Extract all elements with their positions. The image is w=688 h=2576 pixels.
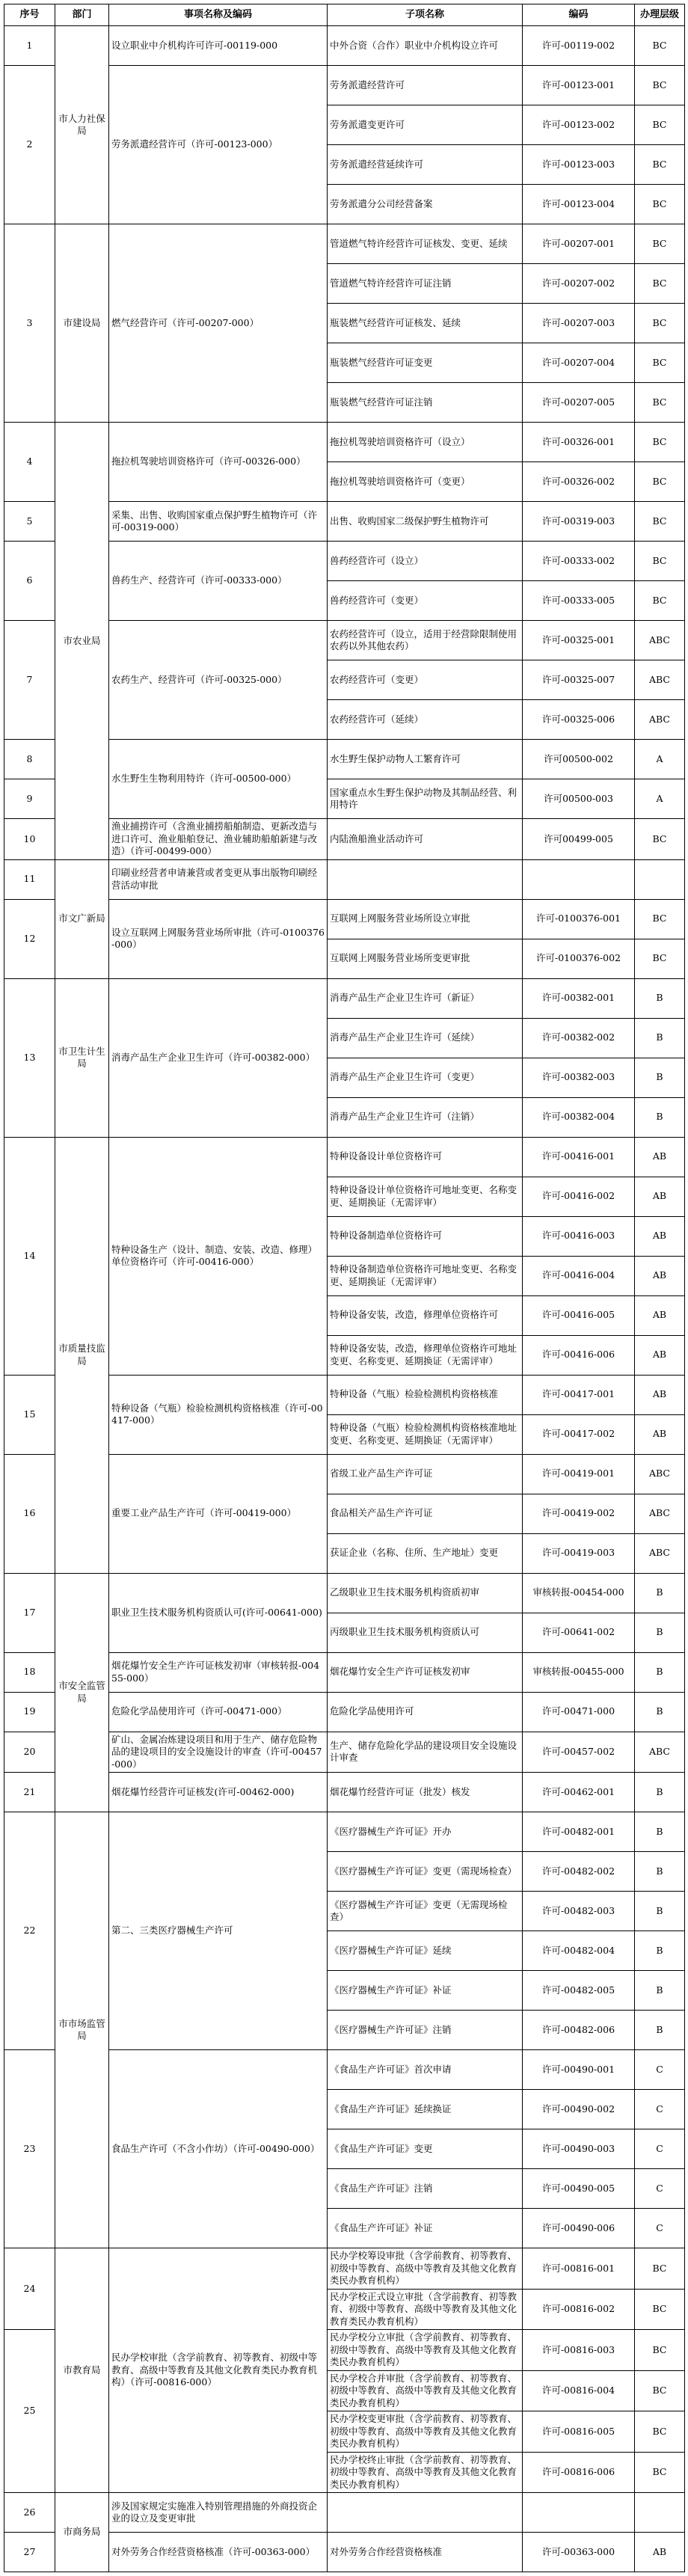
item-name-cell: 水生野生生物利用特许（许可-00500-000） (109, 740, 328, 819)
sub-item-name-cell: 生产、储存危险化学品的建设项目安全设施设计审查 (328, 1732, 523, 1773)
level-cell: B (635, 1931, 685, 1971)
level-cell: B (635, 2011, 685, 2050)
sub-item-name-cell: 瓶装燃气经营许可证变更 (328, 343, 523, 383)
level-cell: BC (635, 462, 685, 502)
level-cell: BC (635, 304, 685, 343)
table-row (4, 978, 685, 1018)
code-cell: 许可-0100376-002 (523, 939, 635, 978)
sub-item-name-cell: 劳务派遣经营许可 (328, 66, 523, 105)
code-cell: 许可-00416-003 (523, 1216, 635, 1256)
row-number-cell: 14 (4, 1137, 55, 1375)
row-number-cell: 4 (4, 423, 55, 502)
level-cell: BC (635, 2370, 685, 2411)
level-cell: BC (635, 145, 685, 185)
sub-item-name-cell: 《食品生产许可证》变更 (328, 2129, 523, 2169)
row-number-cell: 5 (4, 502, 55, 542)
level-cell: BC (635, 383, 685, 423)
level-cell: B (635, 1058, 685, 1097)
sub-item-name-cell: 瓶装燃气经营许可证注销 (328, 383, 523, 423)
code-cell (523, 2493, 635, 2533)
code-cell: 许可-00419-003 (523, 1533, 635, 1573)
department-cell: 市安全监管局 (55, 1573, 109, 1812)
header-row (4, 4, 685, 26)
code-cell: 许可-00471-000 (523, 1692, 635, 1732)
code-cell: 许可-00326-001 (523, 423, 635, 462)
sub-item-name-cell: 出售、收购国家二级保护野生植物许可 (328, 502, 523, 542)
sub-item-name-cell: 省级工业产品生产许可证 (328, 1454, 523, 1494)
item-name-cell: 烟花爆竹经营许可证核发(许可-00462-000) (109, 1773, 328, 1812)
code-cell: 许可-00490-006 (523, 2209, 635, 2248)
level-cell: BC (635, 2248, 685, 2290)
level-cell: BC (635, 2411, 685, 2453)
level-cell: B (635, 1773, 685, 1812)
code-cell: 许可-00482-004 (523, 1931, 635, 1971)
level-cell: C (635, 2090, 685, 2129)
level-cell: B (635, 1018, 685, 1058)
level-cell: C (635, 2050, 685, 2090)
code-cell: 许可-00490-003 (523, 2129, 635, 2169)
row-number-cell: 23 (4, 2050, 55, 2248)
sub-item-name-cell: 国家重点水生野生保护动物及其制品经营、利用特许 (328, 779, 523, 819)
sub-item-name-cell: 获证企业（名称、住所、生产地址）变更 (328, 1533, 523, 1573)
column-header: 部门 (55, 4, 109, 26)
level-cell: BC (635, 26, 685, 66)
code-cell: 许可-00123-002 (523, 105, 635, 145)
code-cell: 许可-00207-002 (523, 264, 635, 304)
row-number-cell: 20 (4, 1732, 55, 1773)
item-name-cell: 矿山、金属冶炼建设项目和用于生产、储存危险物品的建设项目的安全设施设计的审查（许可-00457-000） (109, 1732, 328, 1773)
code-cell: 许可-00419-002 (523, 1494, 635, 1533)
department-cell: 市质量技监局 (55, 1137, 109, 1573)
row-number-cell: 7 (4, 621, 55, 740)
item-name-cell: 危险化学品使用许可（许可-00471-000） (109, 1692, 328, 1732)
level-cell: B (635, 978, 685, 1018)
item-name-cell: 第二、三类医疗器械生产许可 (109, 1812, 328, 2050)
sub-item-name-cell: 《医疗器械生产许可证》变更（需现场检查） (328, 1852, 523, 1892)
table-row (4, 1573, 685, 1613)
table-row (4, 224, 685, 264)
sub-item-name-cell: 《医疗器械生产许可证》变更（无需现场检查） (328, 1892, 523, 1931)
sub-item-name-cell (328, 2493, 523, 2533)
code-cell: 许可-00416-004 (523, 1256, 635, 1295)
row-number-cell: 9 (4, 779, 55, 819)
table-row (4, 1137, 685, 1177)
code-cell: 许可-00207-005 (523, 383, 635, 423)
code-cell: 许可-00207-001 (523, 224, 635, 264)
sub-item-name-cell: 农药经营许可（延续） (328, 700, 523, 740)
code-cell: 许可-00319-003 (523, 502, 635, 542)
code-cell: 许可-00325-001 (523, 621, 635, 660)
row-number-cell: 2 (4, 66, 55, 224)
code-cell: 许可-00119-002 (523, 26, 635, 66)
level-cell: ABC (635, 1732, 685, 1773)
row-number-cell: 6 (4, 542, 55, 621)
row-number-cell: 24 (4, 2248, 55, 2330)
table-row (4, 423, 685, 462)
row-number-cell: 16 (4, 1454, 55, 1573)
sub-item-name-cell: 特种设备制造单位资格许可 (328, 1216, 523, 1256)
item-name-cell: 烟花爆竹安全生产许可证核发初审（审核转报-00455-000） (109, 1652, 328, 1692)
level-cell: AB (635, 1414, 685, 1454)
code-cell: 许可-00416-001 (523, 1137, 635, 1177)
item-name-cell: 印刷业经营者申请兼营或者变更从事出版物印刷经营活动审批 (109, 859, 328, 899)
item-name-cell: 对外劳务合作经营资格核准（许可-00363-000） (109, 2533, 328, 2572)
level-cell: ABC (635, 660, 685, 700)
code-cell: 许可-00482-001 (523, 1812, 635, 1852)
code-cell: 许可-00363-000 (523, 2533, 635, 2572)
column-header: 子项名称 (328, 4, 523, 26)
level-cell: BC (635, 66, 685, 105)
department-cell: 市商务局 (55, 2493, 109, 2572)
sub-item-name-cell: 特种设备设计单位资格许可地址变更、名称变更、延期换证（无需评审） (328, 1177, 523, 1216)
item-name-cell: 民办学校审批（含学前教育、初等教育、初级中等教育、高级中等教育及其他文化教育类民办教育机构）（许可-00816-000） (109, 2248, 328, 2493)
code-cell: 许可-00816-005 (523, 2411, 635, 2453)
table-row (4, 2248, 685, 2290)
row-number-cell: 3 (4, 224, 55, 423)
sub-item-name-cell: 烟花爆竹安全生产许可证核发初审 (328, 1652, 523, 1692)
item-name-cell: 燃气经营许可（许可-00207-000） (109, 224, 328, 423)
code-cell: 许可-00482-006 (523, 2011, 635, 2050)
sub-item-name-cell: 中外合资（合作）职业中介机构设立许可 (328, 26, 523, 66)
code-cell (523, 859, 635, 899)
level-cell: B (635, 1652, 685, 1692)
sub-item-name-cell: 互联网上网服务营业场所变更审批 (328, 939, 523, 978)
level-cell: BC (635, 939, 685, 978)
table-row (4, 1812, 685, 1852)
sub-item-name-cell: 劳务派遣分公司经营备案 (328, 185, 523, 224)
sub-item-name-cell: 内陆渔船渔业活动许可 (328, 819, 523, 860)
row-number-cell: 10 (4, 819, 55, 860)
row-number-cell: 22 (4, 1812, 55, 2050)
level-cell: AB (635, 1177, 685, 1216)
level-cell: C (635, 2169, 685, 2209)
sub-item-name-cell: 《医疗器械生产许可证》补证 (328, 1971, 523, 2011)
table-row (4, 26, 685, 66)
level-cell: B (635, 1097, 685, 1137)
row-number-cell: 13 (4, 978, 55, 1137)
column-header: 序号 (4, 4, 55, 26)
sub-item-name-cell: 拖拉机驾驶培训资格许可（变更） (328, 462, 523, 502)
sub-item-name-cell: 农药经营许可（设立，适用于经营除限制使用农药以外其他农药） (328, 621, 523, 660)
code-cell: 许可-00490-002 (523, 2090, 635, 2129)
row-number-cell: 25 (4, 2330, 55, 2493)
item-name-cell: 兽药生产、经营许可（许可-00333-000） (109, 542, 328, 621)
level-cell: B (635, 1692, 685, 1732)
item-name-cell: 重要工业产品生产许可（许可-00419-000） (109, 1454, 328, 1573)
sub-item-name-cell: 民办学校筹设审批（含学前教育、初等教育、初级中等教育、高级中等教育及其他文化教育类民办教育机构） (328, 2248, 523, 2290)
level-cell: B (635, 1971, 685, 2011)
code-cell: 许可-00382-003 (523, 1058, 635, 1097)
sub-item-name-cell: 特种设备安装，改造，修理单位资格许可 (328, 1295, 523, 1335)
code-cell: 许可-00325-006 (523, 700, 635, 740)
table-row (4, 859, 685, 899)
level-cell: BC (635, 423, 685, 462)
code-cell: 许可-00326-002 (523, 462, 635, 502)
level-cell: ABC (635, 1494, 685, 1533)
level-cell: BC (635, 185, 685, 224)
sub-item-name-cell: 特种设备安装，改造，修理单位资格许可地址变更、名称变更、延期换证（无需评审） (328, 1335, 523, 1375)
department-cell: 市市场监管局 (55, 1812, 109, 2248)
sub-item-name-cell: 拖拉机驾驶培训资格许可（设立） (328, 423, 523, 462)
code-cell: 许可-00482-003 (523, 1892, 635, 1931)
level-cell (635, 859, 685, 899)
item-name-cell: 采集、出售、收购国家重点保护野生植物许可（许可-00319-000） (109, 502, 328, 542)
sub-item-name-cell: 民办学校终止审批（含学前教育、初等教育、初级中等教育、高级中等教育及其他文化教育类民办教育机构） (328, 2452, 523, 2493)
code-cell: 许可-00816-003 (523, 2330, 635, 2371)
row-number-cell: 8 (4, 740, 55, 779)
row-number-cell: 12 (4, 899, 55, 978)
code-cell: 许可-00123-001 (523, 66, 635, 105)
sub-item-name-cell: 《食品生产许可证》首次申请 (328, 2050, 523, 2090)
sub-item-name-cell (328, 859, 523, 899)
level-cell: BC (635, 264, 685, 304)
code-cell: 许可-00482-002 (523, 1852, 635, 1892)
sub-item-name-cell: 管道燃气特许经营许可证注销 (328, 264, 523, 304)
code-cell: 许可-00816-001 (523, 2248, 635, 2290)
item-name-cell: 职业卫生技术服务机构资质认可(许可-00641-000) (109, 1573, 328, 1652)
code-cell: 许可-00482-005 (523, 1971, 635, 2011)
sub-item-name-cell: 《医疗器械生产许可证》延续 (328, 1931, 523, 1971)
code-cell: 许可00500-003 (523, 779, 635, 819)
level-cell: AB (635, 2533, 685, 2572)
table-body (4, 26, 685, 2572)
code-cell: 许可-00123-003 (523, 145, 635, 185)
column-header: 办理层级 (635, 4, 685, 26)
sub-item-name-cell: 《食品生产许可证》延续换证 (328, 2090, 523, 2129)
row-number-cell: 15 (4, 1375, 55, 1454)
sub-item-name-cell: 民办学校合并审批（含学前教育、初等教育、初级中等教育、高级中等教育及其他文化教育类民办教育机构） (328, 2370, 523, 2411)
sub-item-name-cell: 水生野生保护动物人工繁育许可 (328, 740, 523, 779)
code-cell: 许可-00207-004 (523, 343, 635, 383)
row-number-cell: 18 (4, 1652, 55, 1692)
sub-item-name-cell: 危险化学品使用许可 (328, 1692, 523, 1732)
code-cell: 许可-00419-001 (523, 1454, 635, 1494)
sub-item-name-cell: 民办学校分立审批（含学前教育、初等教育、初级中等教育、高级中等教育及其他文化教育类民办教育机构） (328, 2330, 523, 2371)
department-cell: 市建设局 (55, 224, 109, 423)
sub-item-name-cell: 消毒产品生产企业卫生许可（新证） (328, 978, 523, 1018)
level-cell: AB (635, 1295, 685, 1335)
level-cell: B (635, 1613, 685, 1652)
sub-item-name-cell: 特种设备（气瓶）检验检测机构资格核准 (328, 1375, 523, 1414)
sub-item-name-cell: 消毒产品生产企业卫生许可（变更） (328, 1058, 523, 1097)
row-number-cell: 1 (4, 26, 55, 66)
code-cell: 许可-00382-002 (523, 1018, 635, 1058)
level-cell: BC (635, 224, 685, 264)
item-name-cell: 劳务派遣经营许可（许可-00123-000） (109, 66, 328, 224)
level-cell: AB (635, 1335, 685, 1375)
item-name-cell: 特种设备（气瓶）检验检测机构资格核准（许可-00417-000） (109, 1375, 328, 1454)
level-cell: AB (635, 1137, 685, 1177)
code-cell: 许可-00416-002 (523, 1177, 635, 1216)
level-cell: BC (635, 542, 685, 581)
sub-item-name-cell: 《食品生产许可证》注销 (328, 2169, 523, 2209)
code-cell: 许可-00816-002 (523, 2289, 635, 2330)
row-number-cell: 27 (4, 2533, 55, 2572)
code-cell: 许可-00816-004 (523, 2370, 635, 2411)
code-cell: 许可00499-005 (523, 819, 635, 860)
permits-table (4, 4, 685, 2572)
code-cell: 许可-00382-004 (523, 1097, 635, 1137)
level-cell: BC (635, 581, 685, 621)
sub-item-name-cell: 《医疗器械生产许可证》注销 (328, 2011, 523, 2050)
sub-item-name-cell: 乙级职业卫生技术服务机构资质初审 (328, 1573, 523, 1613)
row-number-cell: 11 (4, 859, 55, 899)
department-cell: 市卫生计生局 (55, 978, 109, 1137)
level-cell: B (635, 1573, 685, 1613)
code-cell: 许可-00325-007 (523, 660, 635, 700)
level-cell: ABC (635, 621, 685, 660)
level-cell: C (635, 2129, 685, 2169)
sub-item-name-cell: 民办学校正式设立审批（含学前教育、初等教育、初级中等教育、高级中等教育及其他文化教育类民办教育机构） (328, 2289, 523, 2330)
level-cell: BC (635, 819, 685, 860)
department-cell: 市人力社保局 (55, 26, 109, 224)
code-cell: 许可-0100376-001 (523, 899, 635, 939)
code-cell: 许可-00457-002 (523, 1732, 635, 1773)
level-cell: BC (635, 343, 685, 383)
sub-item-name-cell: 丙级职业卫生技术服务机构资质认可 (328, 1613, 523, 1652)
level-cell: BC (635, 105, 685, 145)
sub-item-name-cell: 《食品生产许可证》补证 (328, 2209, 523, 2248)
code-cell: 许可-00462-001 (523, 1773, 635, 1812)
level-cell: AB (635, 1216, 685, 1256)
level-cell (635, 2493, 685, 2533)
sub-item-name-cell: 农药经营许可（变更） (328, 660, 523, 700)
code-cell: 许可-00417-001 (523, 1375, 635, 1414)
sub-item-name-cell: 劳务派遣变更许可 (328, 105, 523, 145)
item-name-cell: 农药生产、经营许可（许可-00325-000） (109, 621, 328, 740)
code-cell: 审核转报-00454-000 (523, 1573, 635, 1613)
table-header (4, 4, 685, 26)
level-cell: ABC (635, 700, 685, 740)
sub-item-name-cell: 消毒产品生产企业卫生许可（注销） (328, 1097, 523, 1137)
code-cell: 许可-00123-004 (523, 185, 635, 224)
code-cell: 许可-00333-002 (523, 542, 635, 581)
code-cell: 许可-00417-002 (523, 1414, 635, 1454)
department-cell: 市文广新局 (55, 859, 109, 978)
department-cell: 市农业局 (55, 423, 109, 860)
row-number-cell: 26 (4, 2493, 55, 2533)
code-cell: 许可00500-002 (523, 740, 635, 779)
sub-item-name-cell: 烟花爆竹经营许可证（批发）核发 (328, 1773, 523, 1812)
sub-item-name-cell: 劳务派遣经营延续许可 (328, 145, 523, 185)
sub-item-name-cell: 消毒产品生产企业卫生许可（延续） (328, 1018, 523, 1058)
department-cell: 市教育局 (55, 2248, 109, 2493)
level-cell: B (635, 1852, 685, 1892)
code-cell: 许可-00816-006 (523, 2452, 635, 2493)
level-cell: BC (635, 2289, 685, 2330)
code-cell: 许可-00416-006 (523, 1335, 635, 1375)
sub-item-name-cell: 兽药经营许可（变更） (328, 581, 523, 621)
item-name-cell: 涉及国家规定实施准入特别管理措施的外商投资企业的设立及变更审批 (109, 2493, 328, 2533)
sub-item-name-cell: 特种设备（气瓶）检验检测机构资格核准地址变更、名称变更、延期换证（无需评审） (328, 1414, 523, 1454)
code-cell: 许可-00490-005 (523, 2169, 635, 2209)
level-cell: AB (635, 1256, 685, 1295)
code-cell: 许可-00641-002 (523, 1613, 635, 1652)
level-cell: B (635, 1892, 685, 1931)
level-cell: B (635, 1812, 685, 1852)
sub-item-name-cell: 特种设备设计单位资格许可 (328, 1137, 523, 1177)
level-cell: A (635, 779, 685, 819)
row-number-cell: 21 (4, 1773, 55, 1812)
level-cell: C (635, 2209, 685, 2248)
item-name-cell: 设立职业中介机构许可许可-00119-000 (109, 26, 328, 66)
level-cell: BC (635, 502, 685, 542)
level-cell: ABC (635, 1533, 685, 1573)
code-cell: 许可-00207-003 (523, 304, 635, 343)
sub-item-name-cell: 对外劳务合作经营资格核准 (328, 2533, 523, 2572)
item-name-cell: 食品生产许可（不含小作坊）（许可-00490-000） (109, 2050, 328, 2248)
item-name-cell: 消毒产品生产企业卫生许可（许可-00382-000） (109, 978, 328, 1137)
table-row (4, 2493, 685, 2533)
sub-item-name-cell: 瓶装燃气经营许可证核发、延续 (328, 304, 523, 343)
code-cell: 许可-00490-001 (523, 2050, 635, 2090)
sub-item-name-cell: 特种设备制造单位资格许可地址变更、名称变更、延期换证（无需评审） (328, 1256, 523, 1295)
level-cell: BC (635, 2452, 685, 2493)
level-cell: AB (635, 1375, 685, 1414)
code-cell: 许可-00416-005 (523, 1295, 635, 1335)
code-cell: 许可-00333-005 (523, 581, 635, 621)
row-number-cell: 17 (4, 1573, 55, 1652)
level-cell: BC (635, 2330, 685, 2371)
sub-item-name-cell: 民办学校变更审批（含学前教育、初等教育、初级中等教育、高级中等教育及其他文化教育类民办教育机构） (328, 2411, 523, 2453)
column-header: 事项名称及编码 (109, 4, 328, 26)
item-name-cell: 设立互联网上网服务营业场所审批（许可-0100376-000） (109, 899, 328, 978)
row-number-cell: 19 (4, 1692, 55, 1732)
item-name-cell: 渔业捕捞许可（含渔业捕捞船舶制造、更新改造与进口许可、渔业船舶登记、渔业辅助船舶新建与改造）（许可-00499-000） (109, 819, 328, 860)
code-cell: 审核转报-00455-000 (523, 1652, 635, 1692)
level-cell: ABC (635, 1454, 685, 1494)
code-cell: 许可-00382-001 (523, 978, 635, 1018)
column-header: 编码 (523, 4, 635, 26)
sub-item-name-cell: 食品相关产品生产许可证 (328, 1494, 523, 1533)
sub-item-name-cell: 兽药经营许可（设立） (328, 542, 523, 581)
sub-item-name-cell: 管道燃气特许经营许可证核发、变更、延续 (328, 224, 523, 264)
item-name-cell: 拖拉机驾驶培训资格许可（许可-00326-000） (109, 423, 328, 502)
sub-item-name-cell: 互联网上网服务营业场所设立审批 (328, 899, 523, 939)
item-name-cell: 特种设备生产（设计、制造、安装、改造、修理）单位资格许可（许可-00416-000） (109, 1137, 328, 1375)
level-cell: A (635, 740, 685, 779)
level-cell: BC (635, 899, 685, 939)
sub-item-name-cell: 《医疗器械生产许可证》开办 (328, 1812, 523, 1852)
